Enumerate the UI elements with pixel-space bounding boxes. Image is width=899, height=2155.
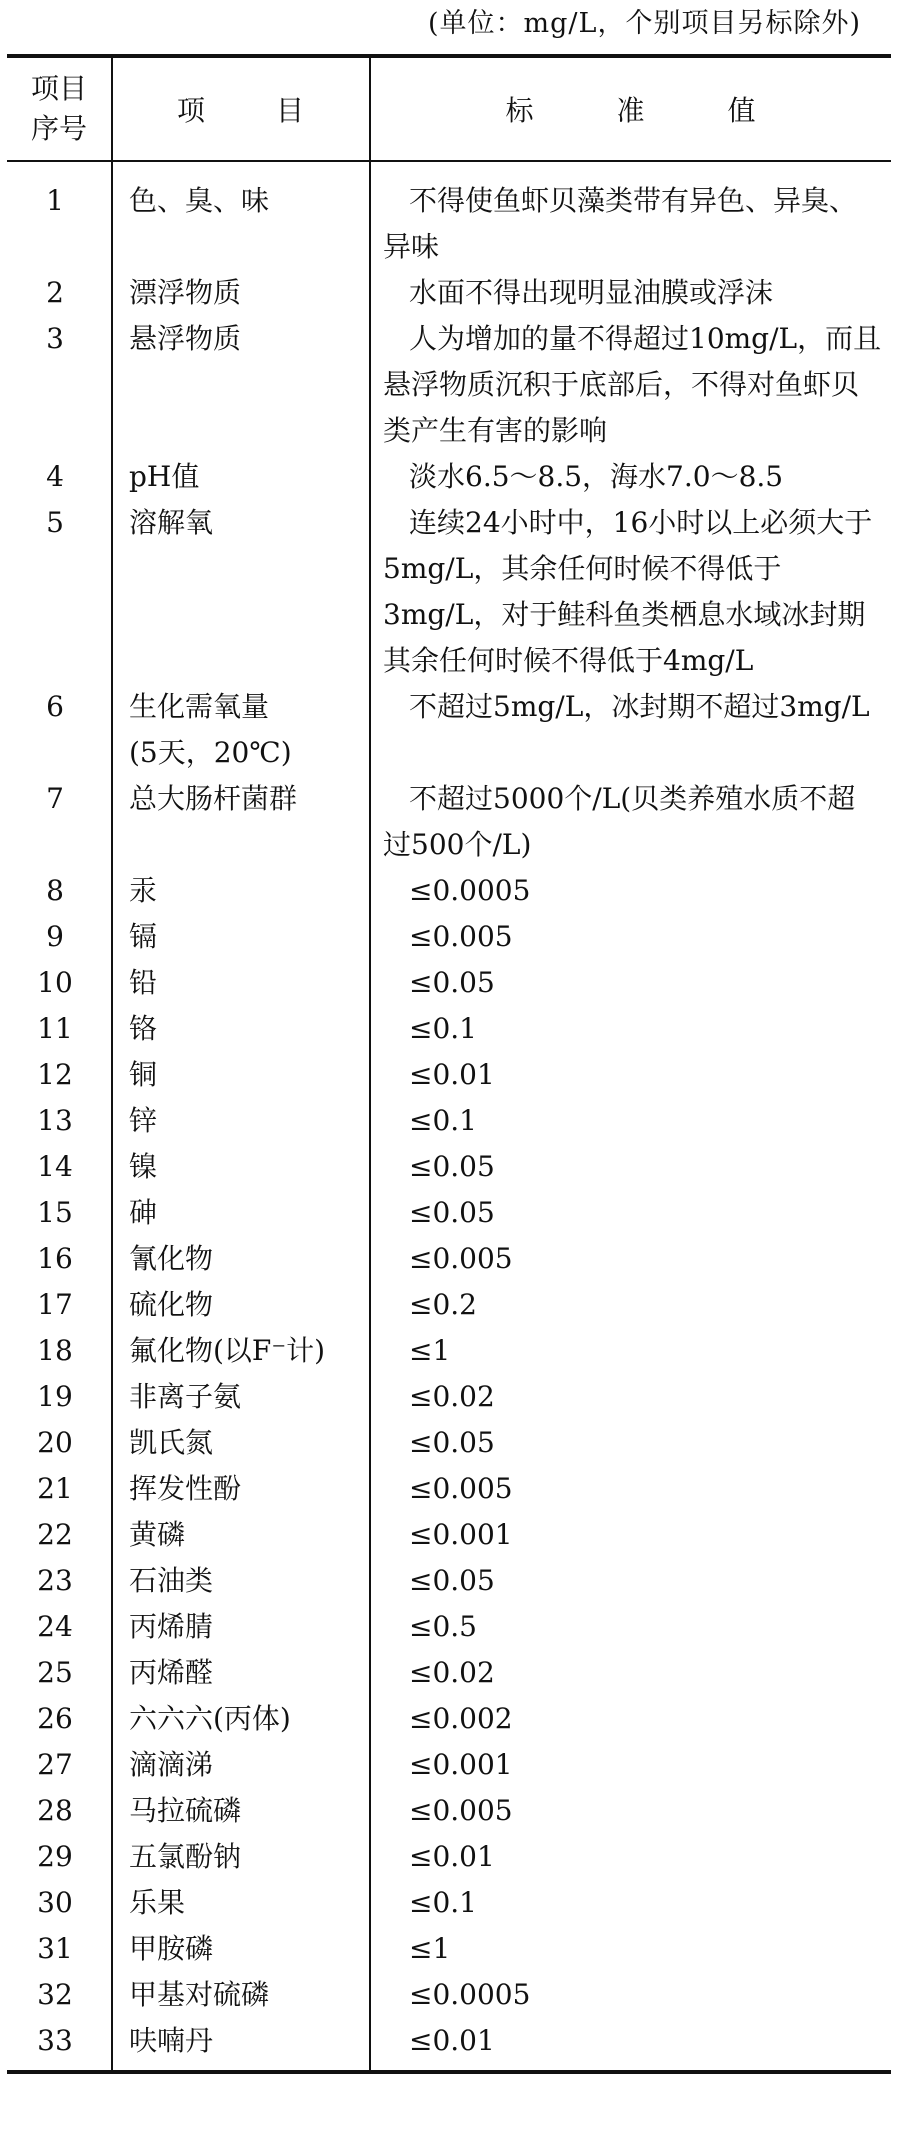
row-standard-value <box>370 1558 891 1604</box>
table-row <box>7 1328 891 1374</box>
header-standard-value <box>370 56 891 161</box>
row-number: 2 <box>7 270 112 316</box>
table-row <box>7 1834 891 1880</box>
row-number: 28 <box>7 1788 112 1834</box>
row-item <box>112 1696 370 1742</box>
row-standard-value <box>370 1880 891 1926</box>
table-row <box>7 914 891 960</box>
row-item-name: 汞 <box>129 874 158 907</box>
row-standard-value-text: ≤0.01 <box>409 1058 495 1091</box>
row-item-name: 非离子氨 <box>129 1380 242 1413</box>
table-row <box>7 1006 891 1052</box>
table-row <box>7 1420 891 1466</box>
row-item <box>112 1236 370 1282</box>
table-row <box>7 1052 891 1098</box>
row-number: 14 <box>7 1144 112 1190</box>
row-standard-value-text: ≤1 <box>409 1334 451 1367</box>
row-item-name: 五氯酚钠 <box>129 1840 242 1873</box>
row-standard-value <box>370 1972 891 2018</box>
row-item <box>112 454 370 500</box>
row-item-name: 氰化物 <box>129 1242 214 1275</box>
row-number: 20 <box>7 1420 112 1466</box>
row-item <box>112 1604 370 1650</box>
row-item-name: 铅 <box>129 966 158 999</box>
row-standard-value-text: ≤0.05 <box>409 1426 495 1459</box>
row-number: 26 <box>7 1696 112 1742</box>
row-item <box>112 684 370 776</box>
row-standard-value <box>370 1466 891 1512</box>
row-item-name: 乐果 <box>129 1886 186 1919</box>
table-row <box>7 1144 891 1190</box>
row-number: 15 <box>7 1190 112 1236</box>
row-standard-value-text: ≤0.01 <box>409 2024 495 2057</box>
row-standard-value <box>370 1788 891 1834</box>
row-item-name: 镉 <box>129 920 158 953</box>
row-number: 12 <box>7 1052 112 1098</box>
row-standard-value <box>370 1834 891 1880</box>
table-row <box>7 1742 891 1788</box>
table-row <box>7 270 891 316</box>
row-standard-value-text: 不超过5000个/L(贝类养殖水质不超过500个/L) <box>383 782 856 861</box>
row-standard-value <box>370 1098 891 1144</box>
table-row <box>7 1282 891 1328</box>
row-standard-value <box>370 868 891 914</box>
row-standard-value <box>370 1236 891 1282</box>
row-standard-value <box>370 1144 891 1190</box>
table-row <box>7 2018 891 2072</box>
row-item-name: 滴滴涕 <box>129 1748 214 1781</box>
row-number: 22 <box>7 1512 112 1558</box>
row-item <box>112 1558 370 1604</box>
row-item <box>112 500 370 684</box>
row-standard-value <box>370 1282 891 1328</box>
row-standard-value-text: ≤0.05 <box>409 1150 495 1183</box>
row-standard-value-text: ≤0.05 <box>409 1196 495 1229</box>
row-standard-value-text: 不得使鱼虾贝藻类带有异色、异臭、异味 <box>383 184 858 263</box>
table-row <box>7 1374 891 1420</box>
row-standard-value-text: ≤0.02 <box>409 1656 495 1689</box>
row-number: 7 <box>7 776 112 868</box>
header-item-part1: 项 <box>176 94 206 127</box>
row-item-name: 甲基对硫磷 <box>129 1978 270 2011</box>
table-row <box>7 454 891 500</box>
row-standard-value-text: ≤0.005 <box>409 920 513 953</box>
row-item <box>112 914 370 960</box>
row-standard-value-text: ≤0.0005 <box>409 874 531 907</box>
row-standard-value <box>370 1190 891 1236</box>
row-standard-value-text: 连续24小时中，16小时以上必须大于5mg/L，其余任何时候不得低于3mg/L，对于鲑科鱼类栖息水域冰封期其余任何时候不得低于4mg/L <box>383 506 873 677</box>
row-item <box>112 1512 370 1558</box>
row-standard-value-text: ≤0.001 <box>409 1748 513 1781</box>
row-item <box>112 316 370 454</box>
row-standard-value <box>370 500 891 684</box>
row-item <box>112 1834 370 1880</box>
row-standard-value <box>370 1650 891 1696</box>
row-item-name: 黄磷 <box>129 1518 186 1551</box>
row-number: 3 <box>7 316 112 454</box>
row-item <box>112 1972 370 2018</box>
row-number: 24 <box>7 1604 112 1650</box>
row-number: 21 <box>7 1466 112 1512</box>
row-number: 11 <box>7 1006 112 1052</box>
row-number: 19 <box>7 1374 112 1420</box>
row-standard-value <box>370 161 891 270</box>
row-item <box>112 1098 370 1144</box>
row-standard-value-text: ≤0.005 <box>409 1794 513 1827</box>
header-item-number-line1: 项目 <box>30 72 87 105</box>
row-standard-value <box>370 1512 891 1558</box>
table-row <box>7 960 891 1006</box>
row-standard-value-text: 人为增加的量不得超过10mg/L，而且悬浮物质沉积于底部后，不得对鱼虾贝类产生有害的影响 <box>383 322 882 447</box>
row-item-name: 漂浮物质 <box>129 276 242 309</box>
row-item <box>112 1926 370 1972</box>
row-item-name: 甲胺磷 <box>129 1932 214 1965</box>
table-row <box>7 500 891 684</box>
row-number: 25 <box>7 1650 112 1696</box>
row-number: 1 <box>7 161 112 270</box>
table-row <box>7 1558 891 1604</box>
unit-note: (单位：mg/L，个别项目另标除外) <box>428 8 861 39</box>
row-number: 18 <box>7 1328 112 1374</box>
row-number: 29 <box>7 1834 112 1880</box>
header-item-part2: 目 <box>276 94 306 127</box>
row-item-name: 总大肠杆菌群 <box>129 782 298 815</box>
row-item <box>112 868 370 914</box>
row-standard-value-text: ≤0.02 <box>409 1380 495 1413</box>
table-row <box>7 1466 891 1512</box>
row-standard-value-text: ≤0.05 <box>409 1564 495 1597</box>
row-item <box>112 1880 370 1926</box>
row-standard-value-text: ≤0.1 <box>409 1104 477 1137</box>
row-item-condition: (5天，20℃) <box>129 736 292 769</box>
row-item <box>112 1466 370 1512</box>
row-standard-value-text: 水面不得出现明显油膜或浮沫 <box>409 276 774 309</box>
table-row <box>7 868 891 914</box>
row-standard-value <box>370 776 891 868</box>
table-row <box>7 316 891 454</box>
header-value-part1: 标 <box>505 94 535 127</box>
row-standard-value <box>370 454 891 500</box>
row-item-name: 砷 <box>129 1196 158 1229</box>
row-standard-value <box>370 960 891 1006</box>
row-number: 5 <box>7 500 112 684</box>
row-item <box>112 1052 370 1098</box>
row-standard-value <box>370 1742 891 1788</box>
row-standard-value-text: ≤0.1 <box>409 1012 477 1045</box>
row-item <box>112 776 370 868</box>
row-number: 32 <box>7 1972 112 2018</box>
row-item <box>112 1328 370 1374</box>
row-number: 31 <box>7 1926 112 1972</box>
row-item <box>112 1788 370 1834</box>
row-number: 23 <box>7 1558 112 1604</box>
row-standard-value-text: ≤0.001 <box>409 1518 513 1551</box>
row-item-name: pH值 <box>129 460 200 493</box>
row-item <box>112 161 370 270</box>
row-standard-value <box>370 1696 891 1742</box>
row-number: 9 <box>7 914 112 960</box>
table-body <box>7 161 891 2072</box>
row-item-name: 硫化物 <box>129 1288 214 1321</box>
table-row <box>7 1926 891 1972</box>
row-standard-value <box>370 1604 891 1650</box>
row-item-name: 铜 <box>129 1058 158 1091</box>
row-standard-value-text: ≤0.1 <box>409 1886 477 1919</box>
table-row <box>7 1880 891 1926</box>
table-row <box>7 776 891 868</box>
row-item <box>112 2018 370 2072</box>
row-standard-value <box>370 1374 891 1420</box>
header-item-number <box>7 56 112 161</box>
row-item <box>112 1190 370 1236</box>
row-standard-value-text: 不超过5mg/L，冰封期不超过3mg/L <box>409 690 870 723</box>
row-item-name: 色、臭、味 <box>129 184 270 217</box>
table-row <box>7 1098 891 1144</box>
row-standard-value <box>370 2018 891 2072</box>
table-row <box>7 1788 891 1834</box>
header-value-part3: 值 <box>727 94 757 127</box>
row-item-name: 马拉硫磷 <box>129 1794 242 1827</box>
row-item-name: 铬 <box>129 1012 158 1045</box>
row-number: 13 <box>7 1098 112 1144</box>
row-item-name: 溶解氧 <box>129 506 214 539</box>
table-row <box>7 1696 891 1742</box>
row-standard-value <box>370 914 891 960</box>
row-item <box>112 1144 370 1190</box>
row-standard-value-text: ≤0.002 <box>409 1702 513 1735</box>
table-row <box>7 1512 891 1558</box>
row-number: 27 <box>7 1742 112 1788</box>
row-standard-value-text: ≤0.0005 <box>409 1978 531 2011</box>
row-standard-value <box>370 1926 891 1972</box>
row-standard-value <box>370 1006 891 1052</box>
row-item-name: 氟化物(以F⁻计) <box>129 1334 326 1367</box>
row-item-name: 丙烯醛 <box>129 1656 214 1689</box>
row-number: 16 <box>7 1236 112 1282</box>
table-row <box>7 684 891 776</box>
row-item <box>112 1650 370 1696</box>
table-row <box>7 1972 891 2018</box>
row-item-name: 悬浮物质 <box>129 322 242 355</box>
row-item <box>112 1006 370 1052</box>
row-item <box>112 1374 370 1420</box>
row-standard-value-text: ≤0.2 <box>409 1288 477 1321</box>
row-standard-value <box>370 316 891 454</box>
water-quality-standard-table <box>7 54 891 2074</box>
header-value-part2: 准 <box>616 94 646 127</box>
row-item-name: 镍 <box>129 1150 158 1183</box>
row-standard-value-text: ≤1 <box>409 1932 451 1965</box>
row-item-name: 石油类 <box>129 1564 214 1597</box>
table-row <box>7 1190 891 1236</box>
row-standard-value <box>370 684 891 776</box>
row-standard-value-text: ≤0.005 <box>409 1242 513 1275</box>
row-standard-value <box>370 1328 891 1374</box>
header-item <box>112 56 370 161</box>
row-standard-value-text: 淡水6.5～8.5，海水7.0～8.5 <box>409 460 784 493</box>
row-item <box>112 1420 370 1466</box>
row-standard-value <box>370 270 891 316</box>
row-item-name: 挥发性酚 <box>129 1472 242 1505</box>
row-standard-value <box>370 1420 891 1466</box>
row-item-name: 生化需氧量 <box>129 690 270 723</box>
header-item-number-line2: 序号 <box>30 112 87 145</box>
row-item <box>112 1742 370 1788</box>
row-standard-value-text: ≤0.01 <box>409 1840 495 1873</box>
row-standard-value-text: ≤0.5 <box>409 1610 477 1643</box>
row-item <box>112 270 370 316</box>
row-number: 6 <box>7 684 112 776</box>
table-row <box>7 161 891 270</box>
row-item-name: 六六六(丙体) <box>129 1702 291 1735</box>
row-item <box>112 1282 370 1328</box>
row-number: 10 <box>7 960 112 1006</box>
row-item-name: 呋喃丹 <box>129 2024 214 2057</box>
row-number: 17 <box>7 1282 112 1328</box>
row-item-name: 锌 <box>129 1104 158 1137</box>
table-row <box>7 1650 891 1696</box>
row-item-name: 凯氏氮 <box>129 1426 214 1459</box>
row-number: 33 <box>7 2018 112 2072</box>
row-item <box>112 960 370 1006</box>
row-number: 4 <box>7 454 112 500</box>
row-number: 30 <box>7 1880 112 1926</box>
table-header <box>7 56 891 161</box>
row-number: 8 <box>7 868 112 914</box>
row-standard-value-text: ≤0.005 <box>409 1472 513 1505</box>
table-row <box>7 1604 891 1650</box>
table-row <box>7 1236 891 1282</box>
row-standard-value <box>370 1052 891 1098</box>
row-item-name: 丙烯腈 <box>129 1610 214 1643</box>
row-standard-value-text: ≤0.05 <box>409 966 495 999</box>
